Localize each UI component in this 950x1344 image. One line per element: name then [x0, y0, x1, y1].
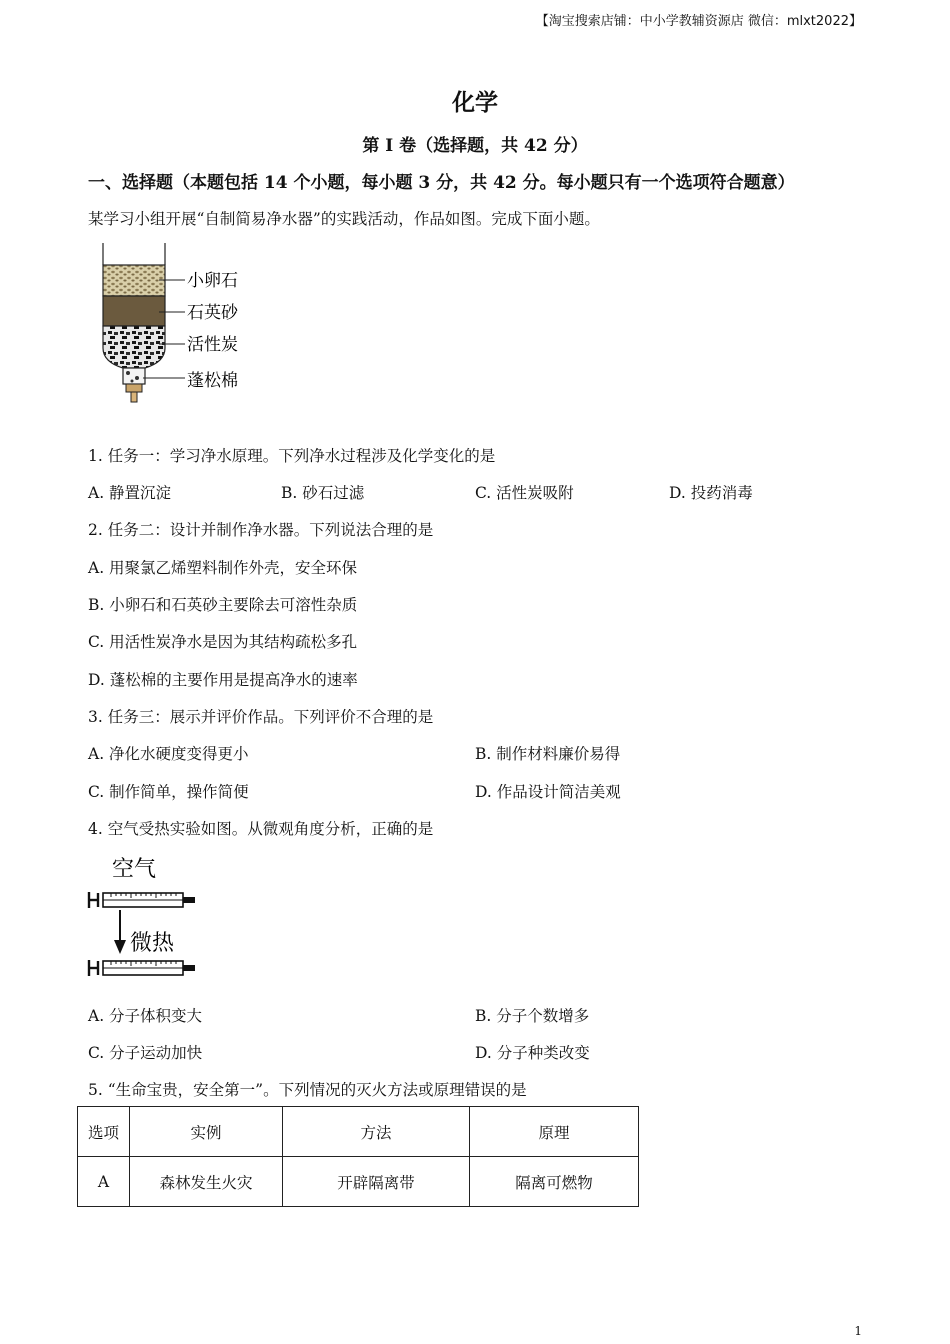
syringe-heating-figure — [86, 850, 206, 982]
table-header-cell: 方法 — [283, 1107, 470, 1157]
label-quartz-sand: 石英砂 — [187, 303, 238, 323]
q2-option-c: C. 用活性炭净水是因为其结构疏松多孔 — [88, 633, 358, 651]
q4-option-b: B. 分子个数增多 — [475, 1007, 590, 1025]
q3-stem: 3. 任务三：展示并评价作品。下列评价不合理的是 — [88, 708, 434, 726]
table-header-cell: 实例 — [130, 1107, 283, 1157]
syringe-after — [89, 960, 195, 976]
q4-option-c: C. 分子运动加快 — [88, 1044, 203, 1062]
table-header-cell: 选项 — [78, 1107, 130, 1157]
table-cell: 森林发生火灾 — [130, 1157, 283, 1207]
q3-option-c: C. 制作简单，操作简便 — [88, 783, 249, 801]
label-pebble: 小卵石 — [187, 271, 238, 291]
table-header-cell: 原理 — [470, 1107, 639, 1157]
q1-option-d: D. 投药消毒 — [669, 484, 753, 502]
q2-stem: 2. 任务二：设计并制作净水器。下列说法合理的是 — [88, 521, 434, 539]
table-cell: 开辟隔离带 — [283, 1157, 470, 1207]
label-charcoal: 活性炭 — [187, 335, 238, 355]
q1-option-b: B. 砂石过滤 — [281, 484, 365, 502]
q5-stem: 5. “生命宝贵，安全第一”。下列情况的灭火方法或原理错误的是 — [88, 1081, 527, 1099]
syringe-before — [89, 892, 195, 908]
q2-option-d: D. 蓬松棉的主要作用是提高净水的速率 — [88, 671, 358, 689]
quartz-sand-layer — [103, 296, 165, 326]
q1-stem: 1. 任务一：学习净水原理。下列净水过程涉及化学变化的是 — [88, 447, 496, 465]
q3-option-b: B. 制作材料廉价易得 — [475, 745, 621, 763]
table-cell: 隔离可燃物 — [470, 1157, 639, 1207]
q2-option-b: B. 小卵石和石英砂主要除去可溶性杂质 — [88, 596, 358, 614]
q5-table — [77, 1106, 639, 1207]
q1-option-a: A. 静置沉淀 — [88, 484, 172, 502]
charcoal-layer — [103, 326, 165, 368]
table-row — [78, 1157, 639, 1207]
q1-option-c: C. 活性炭吸附 — [475, 484, 574, 502]
intro-text: 某学习小组开展“自制简易净水器”的实践活动，作品如图。完成下面小题。 — [88, 210, 600, 228]
page-title: 化学 — [452, 89, 498, 116]
volume-subtitle: 第 I 卷（选择题，共 42 分） — [362, 136, 588, 156]
q4-option-a: A. 分子体积变大 — [88, 1007, 203, 1025]
header-note: 【淘宝搜索店铺：中小学教辅资源店 微信：mlxt2022】 — [535, 14, 862, 29]
label-heat: 微热 — [130, 931, 175, 956]
q4-option-d: D. 分子种类改变 — [475, 1044, 590, 1062]
section-heading: 一、选择题（本题包括 14 个小题，每小题 3 分，共 42 分。每小题只有一个选项符合题意） — [88, 173, 795, 193]
label-cotton: 蓬松棉 — [187, 371, 238, 391]
q3-option-d: D. 作品设计简洁美观 — [475, 783, 621, 801]
q3-option-a: A. 净化水硬度变得更小 — [88, 745, 249, 763]
q2-option-a: A. 用聚氯乙烯塑料制作外壳，安全环保 — [88, 559, 358, 577]
q4-stem: 4. 空气受热实验如图。从微观角度分析，正确的是 — [88, 820, 434, 838]
table-cell: A — [78, 1157, 130, 1207]
label-air: 空气 — [112, 857, 157, 882]
cotton-layer — [123, 368, 145, 384]
pebble-layer — [103, 265, 165, 296]
table-header-row — [78, 1107, 639, 1157]
water-purifier-figure — [95, 240, 265, 410]
page-number: 1 — [854, 1324, 862, 1338]
